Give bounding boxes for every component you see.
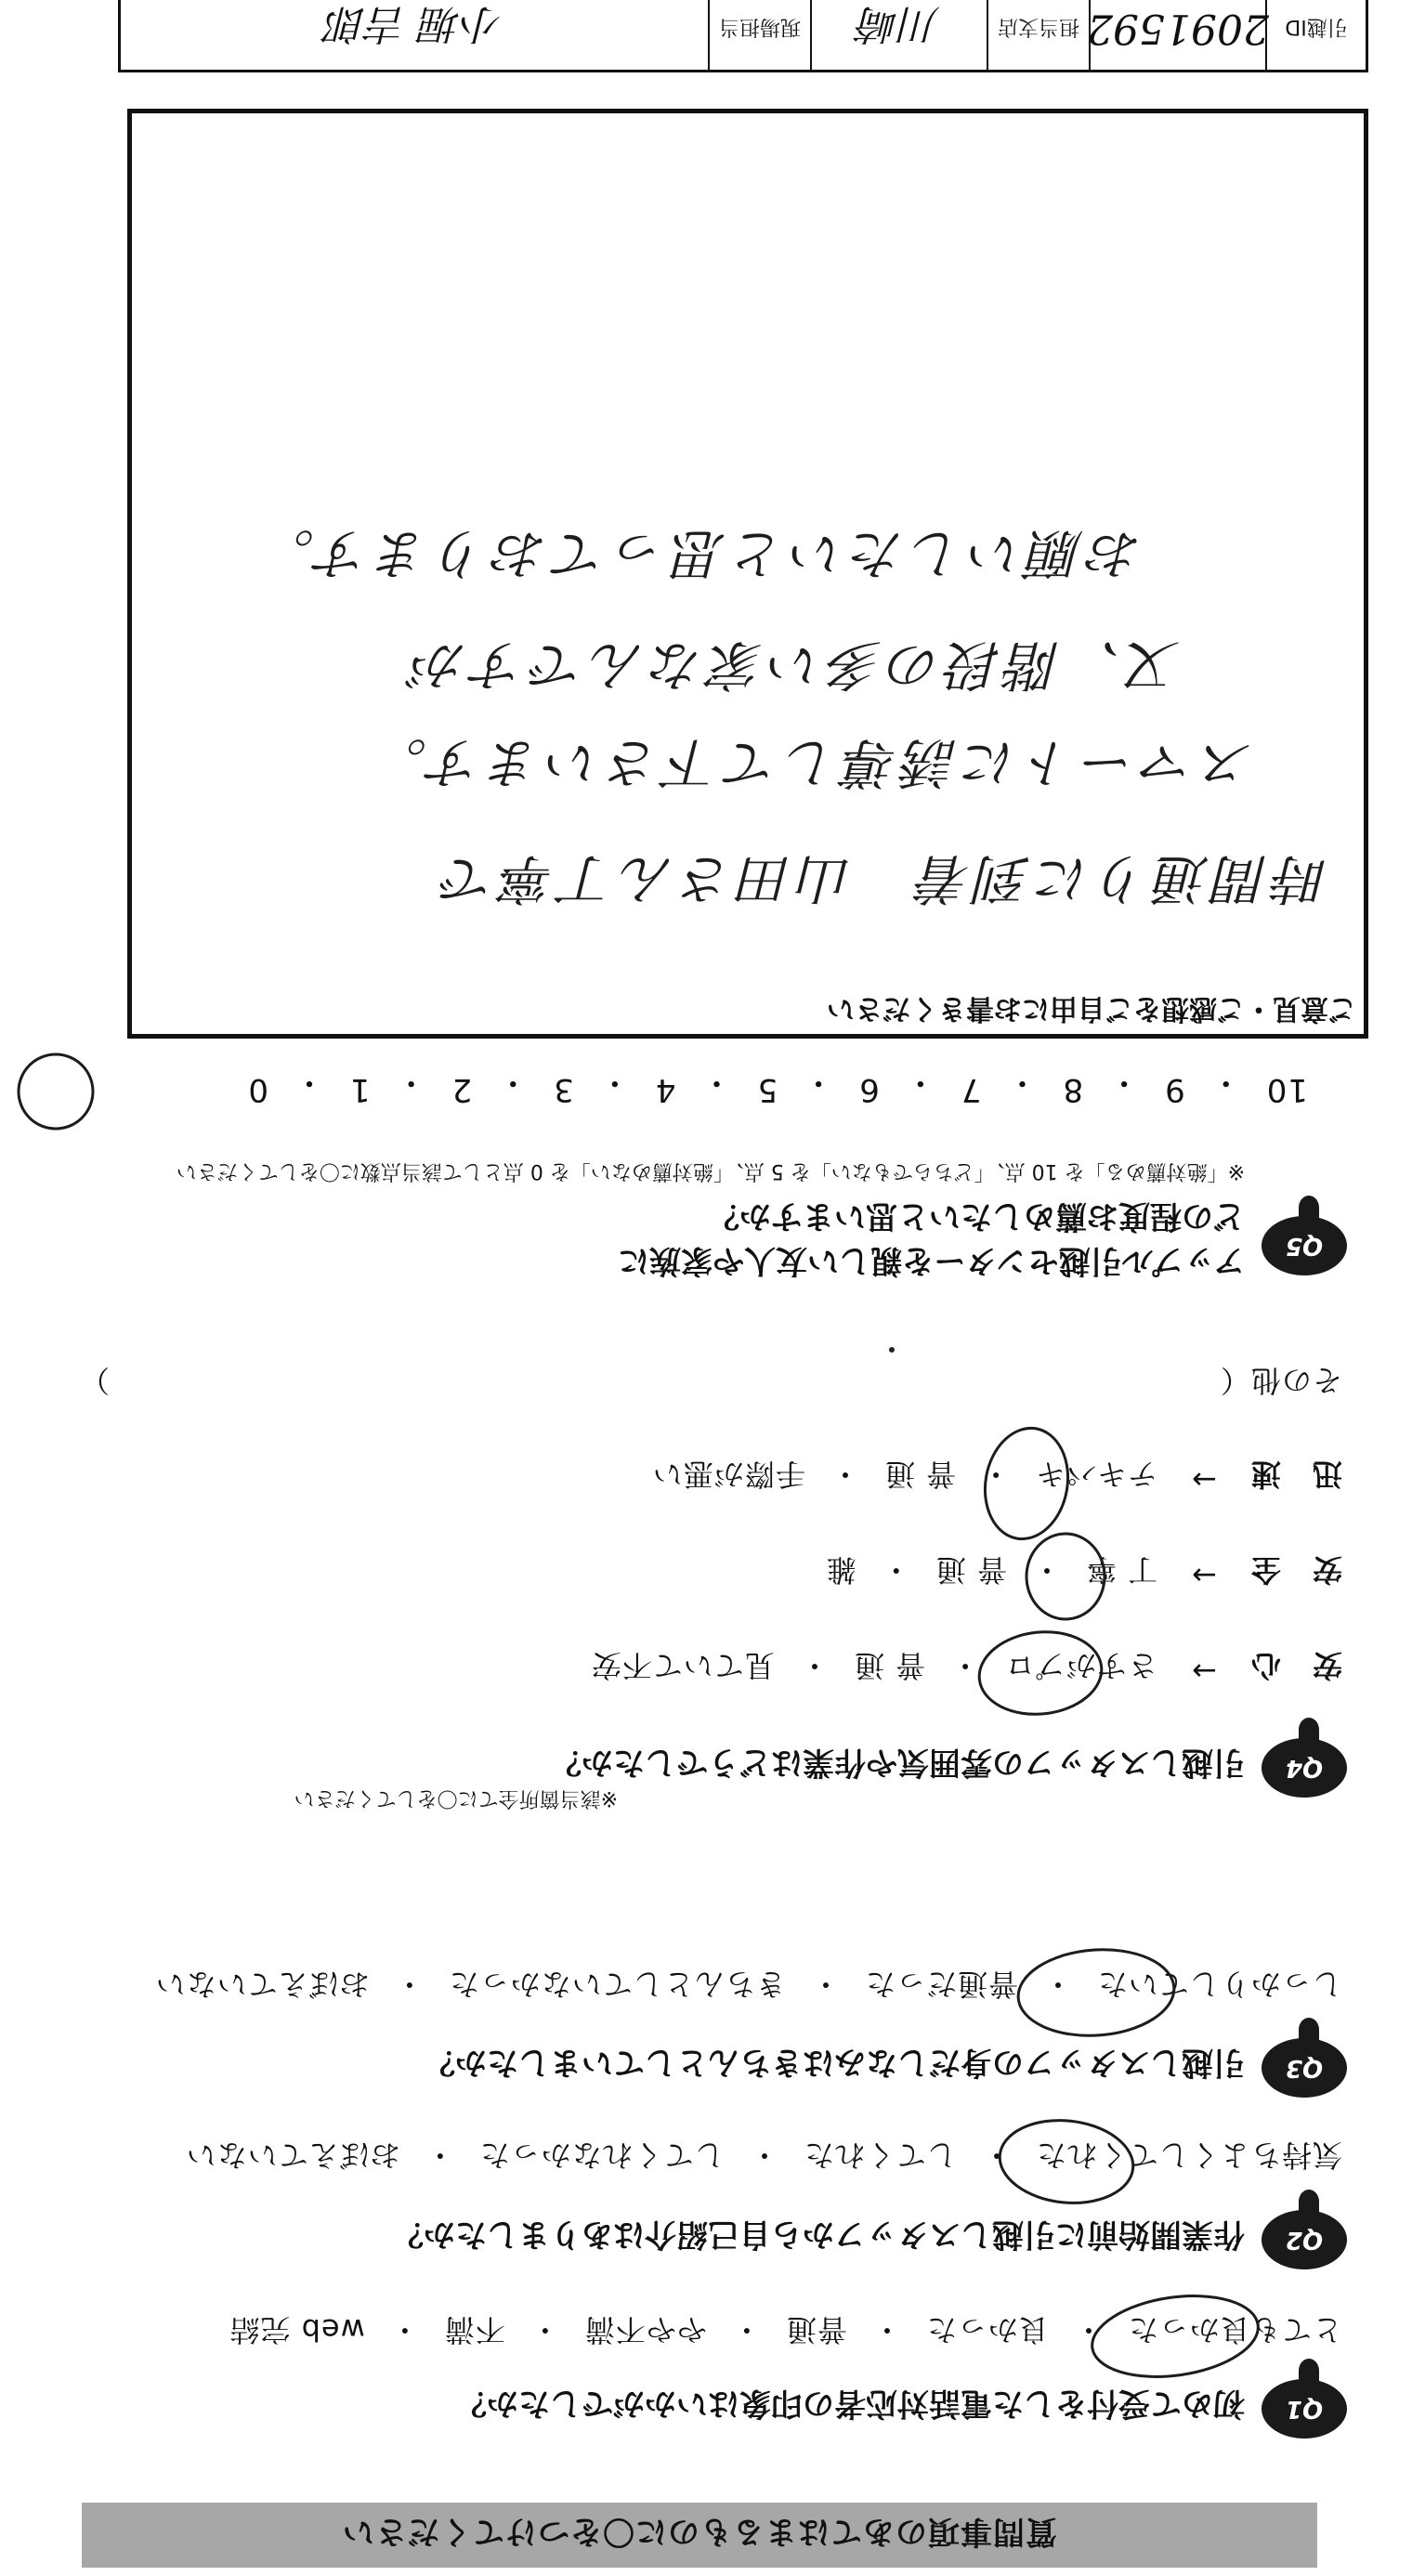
q4-option[interactable]: 雑 <box>825 1552 856 1588</box>
score-0[interactable]: 0 <box>247 1071 268 1108</box>
q1-options: とても良かった ・ 良かった ・ 普通 ・ やや不満 ・ 不満 ・ web 完結 <box>229 2310 1342 2353</box>
row-label: 安 全 <box>1249 1552 1342 1588</box>
q3-option[interactable]: 普通だった <box>864 1967 1018 2002</box>
q2-option[interactable]: してくれなかった <box>478 2138 725 2173</box>
score-9[interactable]: 9 <box>1164 1071 1185 1108</box>
q1-option[interactable]: とても良かった <box>1127 2312 1342 2347</box>
q1-option[interactable]: web 完結 <box>229 2312 365 2347</box>
q5-scale: 10 ・ 9 ・ 8 ・ 7 ・ 6 ・ 5 ・ 4 ・ 3 ・ 2 ・ 1 ・ 0 <box>247 1064 1308 1108</box>
q3-option[interactable]: きちんとしていなかった <box>448 1967 786 2002</box>
q4-badge: Q4 <box>1262 1738 1347 1798</box>
q2-option[interactable]: してくれた <box>803 2138 957 2173</box>
q5-badge: Q5 <box>1262 1216 1347 1275</box>
q3-option[interactable]: しっかりしていた <box>1096 1967 1342 2002</box>
branch-value[interactable]: 川崎 <box>810 0 987 70</box>
q4-option[interactable]: 普 通 <box>883 1457 957 1492</box>
q4-row-jinsoku: 迅 速 → テキパキ ・ 普 通 ・ 手際が悪い <box>651 1457 1342 1497</box>
row-label: 迅 速 <box>1249 1457 1342 1492</box>
score-10[interactable]: 10 <box>1265 1071 1308 1108</box>
instruction-banner: 質問事項のあてはまるものに〇をつけてください <box>82 2503 1317 2568</box>
q4-option[interactable]: 普 通 <box>935 1552 1007 1588</box>
q4-jinsoku-circle <box>976 1421 1077 1545</box>
q4-question: 引越しスタッフの雰囲気や作業はどうでしたか？ <box>550 1744 1245 1781</box>
leader-label: 現場担当 <box>708 0 810 70</box>
q2-option[interactable]: おぼえていない <box>185 2138 400 2173</box>
q5-question-line1: アップル引越センターを親しい友人や家族に <box>618 1242 1245 1279</box>
q1-option[interactable]: 不満 <box>443 2312 505 2347</box>
q5-score-circle <box>19 1054 93 1129</box>
q5-note: ※「絶対薦める」を 10 点、「どちらでもない」を 5 点、「絶対薦めない」を 0 点として該当点数に〇をしてください <box>176 1159 1245 1183</box>
q4-option[interactable]: さすがプロ <box>1004 1648 1158 1683</box>
q3-question: 引越しスタッフの身だしなみはきちんとしていましたか？ <box>424 2044 1245 2081</box>
comment-line-1: 時間通りに到着 山田さん丁寧で <box>436 847 1328 910</box>
q4-option[interactable]: テキパキ <box>1035 1457 1158 1492</box>
stray-dot <box>889 1347 895 1353</box>
id-table <box>118 0 1368 72</box>
score-6[interactable]: 6 <box>858 1071 880 1108</box>
q3-options: しっかりしていた ・ 普通だった ・ きちんとしていなかった ・ おぼえていない <box>155 1965 1342 2007</box>
q3-option[interactable]: おぼえていない <box>154 1967 370 2002</box>
q4-anzen-circle <box>1026 1534 1105 1619</box>
score-8[interactable]: 8 <box>1062 1071 1084 1108</box>
branch-label: 担当支店 <box>987 0 1089 70</box>
q4-note: ※該当箇所全てに〇をしてください <box>294 1786 618 1810</box>
q1-option[interactable]: 良かった <box>925 2312 1049 2347</box>
comment-title: ご意見・ご感想をご自由にお書きください <box>827 992 1356 1025</box>
comment-line-3: 又、階段の多い家なんですが <box>406 634 1180 697</box>
q4-option[interactable]: 見ていて不安 <box>590 1648 775 1683</box>
score-2[interactable]: 2 <box>451 1071 473 1108</box>
other-label: その他（ <box>1219 1363 1342 1398</box>
score-1[interactable]: 1 <box>348 1071 371 1108</box>
comment-line-2: スマートに誘導して下さいます。 <box>367 731 1254 794</box>
q1-question: 初めて受付をした電話対応者の印象はいかがでしたか？ <box>455 2385 1245 2422</box>
comment-line-4: お願いしたいと思っております。 <box>255 522 1143 585</box>
q1-answer-circle <box>1087 2286 1263 2386</box>
score-4[interactable]: 4 <box>654 1071 676 1108</box>
q4-option[interactable]: 普 通 <box>853 1648 926 1683</box>
score-5[interactable]: 5 <box>756 1071 778 1108</box>
q2-question: 作業開始前に引越しスタッフから自己紹介はありましたか？ <box>392 2216 1245 2253</box>
id-label: 引越ID <box>1265 0 1366 70</box>
q4-option[interactable]: 丁 寧 <box>1085 1552 1158 1588</box>
q4-row-anshin: 安 心 → さすがプロ ・ 普 通 ・ 見ていて不安 <box>590 1648 1342 1689</box>
row-label: 安 心 <box>1249 1648 1342 1683</box>
q5-question-line2: どの程度お薦めしたいと思いますか？ <box>708 1197 1245 1235</box>
q4-other: その他（ ） <box>79 1361 1342 1404</box>
id-value[interactable]: 2091592 <box>1089 0 1265 70</box>
q1-option[interactable]: やや不満 <box>583 2312 707 2347</box>
q1-option[interactable]: 普通 <box>785 2312 847 2347</box>
score-3[interactable]: 3 <box>553 1071 574 1108</box>
q4-anshin-circle <box>975 1626 1105 1720</box>
q4-row-anzen: 安 全 → 丁 寧 ・ 普 通 ・ 雑 <box>825 1552 1342 1593</box>
q1-badge: Q1 <box>1262 2379 1347 2439</box>
q2-options: 気持ちよくしてくれた ・ してくれた ・ してくれなかった ・ おぼえていない <box>186 2136 1342 2178</box>
q3-badge: Q3 <box>1262 2038 1347 2098</box>
q4-option[interactable]: 手際が悪い <box>651 1457 805 1492</box>
q2-option[interactable]: 気持ちよくしてくれた <box>1035 2138 1342 2173</box>
q3-answer-circle <box>1015 1944 1177 2040</box>
score-7[interactable]: 7 <box>960 1071 982 1108</box>
q2-badge: Q2 <box>1262 2210 1347 2269</box>
leader-value[interactable]: 小堀 吉郎 <box>326 0 503 48</box>
q2-answer-circle <box>996 2114 1137 2210</box>
